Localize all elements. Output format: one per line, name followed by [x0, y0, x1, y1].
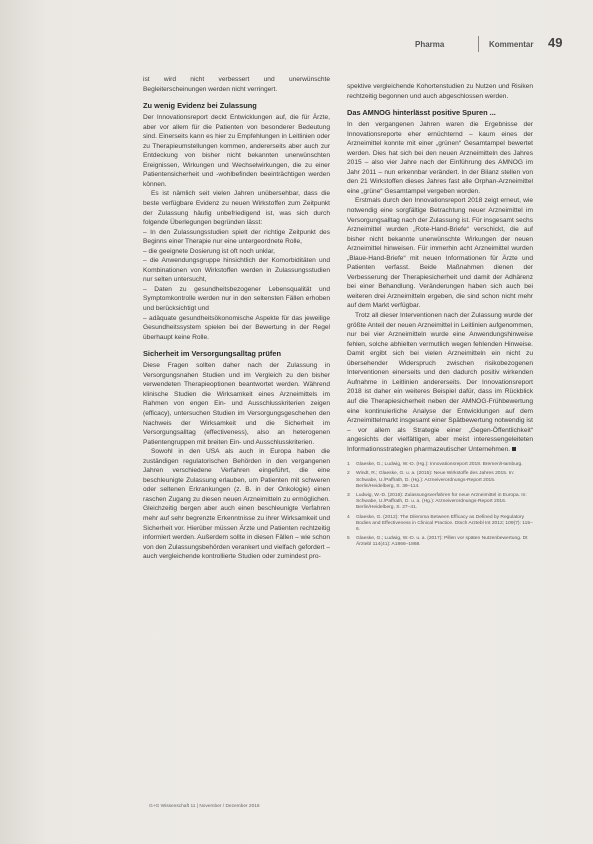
section-heading: [143, 101, 330, 110]
paragraph: [347, 311, 533, 454]
section-heading: [143, 349, 330, 358]
header-separator: [478, 36, 479, 52]
reference-item: [347, 536, 533, 548]
paragraph: [347, 120, 533, 196]
reference-number: 1: [347, 462, 350, 468]
reference-text: Ludwig, W.-D. (2016): Zulassungsverfahren für neue Arzneimittel in Europa. In: Schwabe, U./Paffrath, D. u. a. (Hg.): Arzneiverordnungs-Report 2016. Berlin/Heidelberg, S. 27–41.: [356, 493, 527, 511]
paragraph: [347, 196, 533, 311]
reference-number: 4: [347, 514, 350, 520]
reference-item: [347, 471, 533, 490]
list-item: [143, 247, 330, 257]
text-run: Sowohl in den USA als auch in Europa haben die zuständigen regulatorischen Behörden in den vergangenen Jahren verschiedene Verfahren eingeführt, die eine beschleunigte Zulassung erlauben, um Patienten mit schweren oder seltenen Erkrankungen (z. B. in der Onkologie) einen raschen Zugang zu diesen neuen Arzneimitteln zu ermöglichen. Gleichzeitig bergen aber auch einen beschleunigte Verfahren mehr auf sehr begrenzte Erkenntnisse zu ihrer Wirksamkeit und Sicherheit vor. Hierüber müssen Ärzte und Patienten rechtzeitig informiert werden. Außerdem sollte in diesen Fällen – wie schon von den Zulassungsbehörden verankert und vielfach gefordert – auch vergleichende kontrollierte Studien oder zumindest pro-: [143, 448, 330, 561]
reference-number: 2: [347, 471, 350, 477]
paragraph: [143, 113, 330, 189]
paragraph: [143, 189, 330, 227]
running-header: [405, 34, 575, 54]
page-footer: G+G Wissenschaft 11 | November / Dezember 2018: [149, 804, 260, 809]
text-run: – adäquate gesundheitsökonomische Aspekte für das jeweilige Gesundheitssystem spielen bei der Bewertung in der Regel überhaupt keine Rolle.: [143, 314, 330, 341]
reference-item: [347, 462, 533, 468]
reference-number: 5: [347, 536, 350, 542]
text-run: – die geeignete Dosierung ist oft noch unklar,: [143, 247, 275, 255]
reference-text: Glaeske, G.; Ludwig, W.-D. (Hg.): Innovationsreport 2018. Bremen/Hamburg.: [356, 462, 523, 468]
header-section-kommentar: Kommentar: [489, 40, 534, 49]
paragraph: [143, 361, 330, 447]
paragraph: [347, 82, 533, 101]
reference-text: Windt, R.; Glaeske, G. u. a. (2015): Neue Wirkstoffe des Jahres 2015. In: Schwabe, U./Paffrath, D. (Hg.): Arzneiverordnungs-Report 2015. Berlin/Heidelberg, S. 39–114.: [356, 471, 515, 489]
text-run: Es ist nämlich seit vielen Jahren unübersehbar, dass die beste verfügbare Evidenz zu neuen Wirkstoffen zum Zeitpunkt der Zulassung häufig unbefriedigend ist, was sich durch folgende Überlegungen begründen lässt:: [143, 190, 330, 227]
list-item: [143, 228, 330, 247]
section-heading: [347, 108, 533, 117]
reference-text: Glaeske, G. (2012): The Dilemma Between Efficacy as Defined by Regulatory Bodies and Effectiveness in Clinical Practice. Dtsch Arztebl Int 2012; 109(7): 115–6.: [356, 514, 533, 533]
right-column-body: [347, 82, 533, 454]
reference-text: Glaeske, G.; Ludwig, W.-D. u. a. (2017): Pillen vor späten Nutzenbewertung. Dt Ärztebl 114(41): A1866–1868.: [356, 536, 528, 548]
page-number: 49: [548, 35, 563, 50]
text-run: In den vergangenen Jahren waren die Ergebnisse der Innovationsreporte eher ernüchternd – kaum eines der Arzneimittel konnte mit einer „grünen“ Gesamtampel bewertet werden. Dies hat sich bei den neuen Arzneimitteln des Jahres 2015 – also vier Jahre nach der Einführung des AMNOG im Jahr 2011 – nun erkennbar verändert. In der Bilanz stellen von den 21 Wirkstoffen dieses Jahres fast alle Orphan-Arzneimittel eine „grüne“ Gesamtampel vergeben worden.: [347, 121, 533, 195]
text-run: Diese Fragen sollten daher nach der Zulassung in Versorgungsnahen Studien und im Vergleich zu den bisher verwendeten Therapieoptionen beantwortet werden. Während klinische Studien die Wirksamkeit eines Arzneimittels im Rahmen von engen Ein- und Ausschlusskriterien zeigen (efficacy), untersuchen Studien im Versorgungsgeschehen den Nachweis der Wirksamkeit und die Sicherheit im Versorgungsalltag (effectiveness), also an heterogenen Patientengruppen mit breiten Ein- und Ausschlusskriterien.: [143, 362, 330, 446]
list-item: [143, 285, 330, 314]
list-item: [143, 256, 330, 285]
paragraph: [143, 447, 330, 562]
text-run: Erstmals durch den Innovationsreport 2018 zeigt erneut, wie notwendig eine sorgfältige Betrachtung neuer Arzneimittel im Versorgungsalltag nach der Zulassung ist. Für insgesamt sechs Arzneimittel wurden „Rote-Hand-Briefe“ verschickt, die auf bisher nicht bekannte unerwünschte Wirkungen der neuen Arzneimittel hinweisen. Für immerhin acht Arzneimittel wurden „Blaue-Hand-Briefe“ mit neuen Informationen für Ärzte und Patienten verfasst. Beide Maßnahmen dienen der Verbesserung der Therapiesicherheit und damit der Adhärenz bei einer Behandlung. Veränderungen haben sich auch bei weiteren drei Arzneimitteln ergeben, die sind schon nicht mehr auf dem Markt verfügbar.: [347, 197, 533, 310]
text-run: ist wird nicht verbessert und unerwünschte Begleiterscheinungen werden nicht verringert.: [143, 76, 330, 93]
paragraph: [143, 75, 330, 94]
header-section-pharma: Pharma: [415, 40, 445, 49]
text-run: Der Innovationsreport deckt Entwicklungen auf, die für Ärzte, aber vor allem für die Patienten von besonderer Bedeutung sind. Einerseits kann es hier zu Empfehlungen in Leitlinien oder zu Therapieumstellungen kommen, andererseits aber auch zur Entdeckung von bisher nicht bekannten unerwünschten Ereignissen, Wirkungen und Wechselwirkungen, die zu einer Patientensicherheit und -wohlbefinden beeinträchtigen werden können.: [143, 114, 330, 188]
right-text-column: [347, 82, 533, 820]
end-of-article-mark: [512, 447, 516, 451]
text-run: Trotz all dieser Interventionen nach der Zulassung wurde der größte Anteil der neuen Arzneimittel in Leitlinien aufgenommen, nur bei vier Arzneimitteln wurde eine Anwendungshinweise fehlen, solche abhielten vermutlich wegen fehlenden Hinweise. Damit ergibt sich bei vielen Arzneimitteln ein nicht zu übersehender Widerspruch zwischen risikobezogenen Interventionen einerseits und den dadurch positiv wirkenden Aufnahme in Leitlinien andererseits. Der Innovationsreport 2018 ist daher ein weiteres Beispiel dafür, dass im Rückblick auf die Therapiesicherheit neben der AMNOG-Frühbewertung eine kontinuierliche Analyse der Entwicklungen auf dem Arzneimittelmarkt insgesamt einer Spätbewertung notwendig ist – vor allem als Strategie einer „Gegen-Öffentlichkeit“ angesichts der vielfältigen, aber meist interessengeleiteten Informationsstrategien pharmazeutischer Unternehmen.: [347, 312, 533, 453]
text-run: Das AMNOG hinterlässt positive Spuren ...: [347, 108, 496, 118]
text-run: – die Anwendungsgruppe hinsichtlich der Komorbiditäten und Kombinationen von Wirkstoffen werden in Zulassungsstudien nur selten untersucht,: [143, 257, 330, 284]
text-run: Zu wenig Evidenz bei Zulassung: [143, 101, 257, 111]
text-run: spektive vergleichende Kohortenstudien zu Nutzen und Risiken rechtzeitig begonnen und auch abgeschlossen werden.: [347, 83, 533, 100]
reference-list: [347, 462, 533, 548]
text-run: Sicherheit im Versorgungsalltag prüfen: [143, 349, 281, 359]
list-item: [143, 314, 330, 343]
text-run: – Daten zu gesundheitsbezogener Lebensqualität und Symptomkontrolle werden nur in den seltensten Fällen erhoben und berücksichtigt und: [143, 285, 330, 313]
reference-item: [347, 515, 533, 534]
reference-number: 3: [347, 493, 350, 499]
text-run: – In den Zulassungsstudien spielt der richtige Zeitpunkt des Beginns einer Therapie nur eine untergeordnete Rolle,: [143, 228, 330, 246]
reference-item: [347, 493, 533, 512]
left-text-column: [143, 75, 330, 820]
